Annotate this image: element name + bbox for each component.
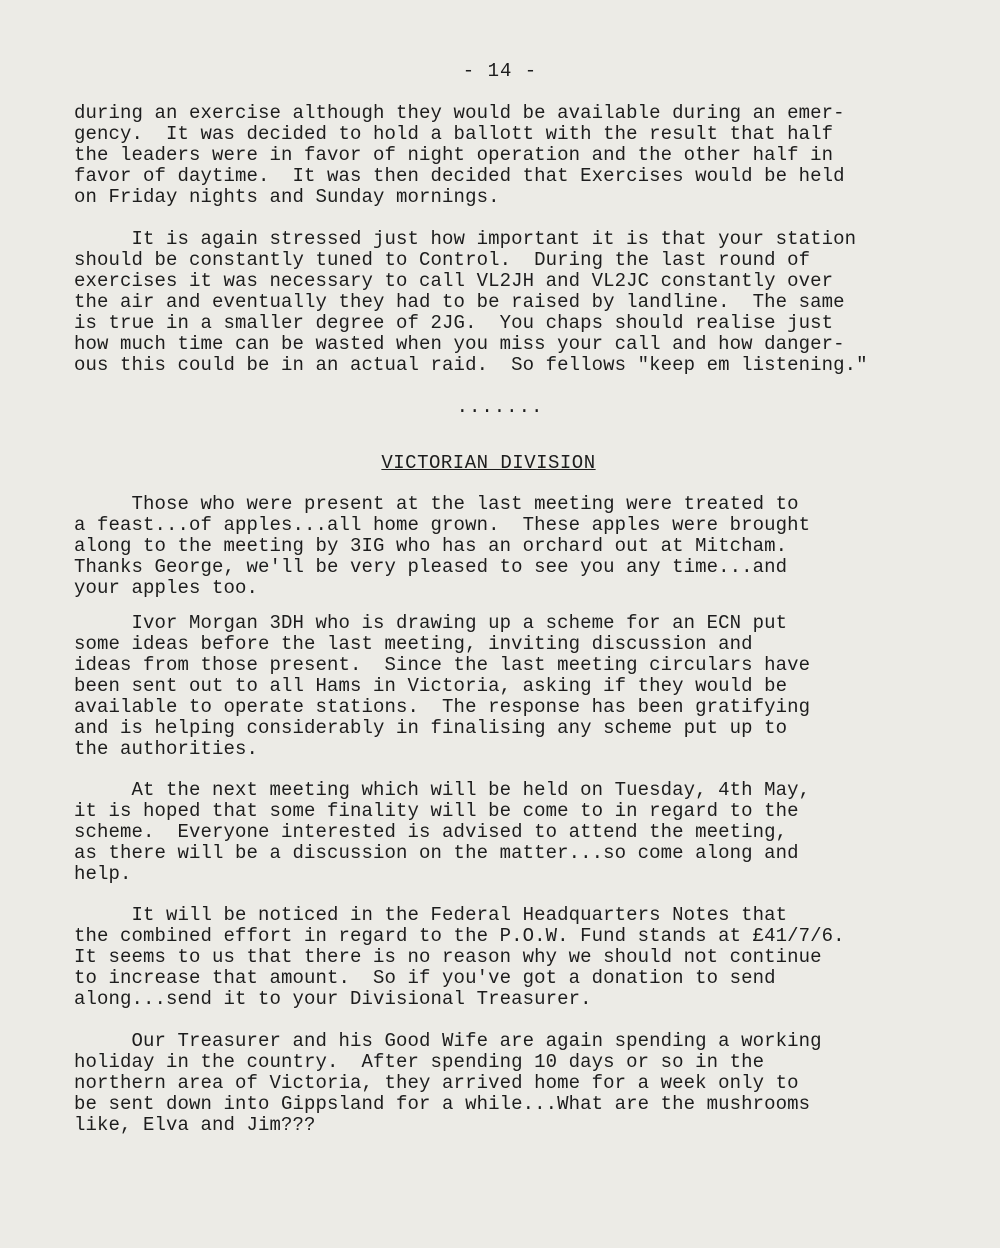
- text-line: favor of daytime. It was then decided that Exercises would be held: [74, 165, 845, 187]
- text-line: Ivor Morgan 3DH who is drawing up a scheme for an ECN put: [74, 612, 788, 634]
- section-heading: VICTORIAN DIVISION: [381, 452, 596, 474]
- text-line: available to operate stations. The response has been gratifying: [74, 696, 811, 718]
- text-line: should be constantly tuned to Control. During the last round of: [74, 249, 811, 271]
- text-line: Our Treasurer and his Good Wife are again spending a working: [74, 1030, 822, 1052]
- text-line: as there will be a discussion on the matter...so come along and: [74, 842, 799, 864]
- text-line: been sent out to all Hams in Victoria, asking if they would be: [74, 675, 788, 697]
- text-line: help.: [74, 863, 132, 885]
- text-line: on Friday nights and Sunday mornings.: [74, 186, 500, 208]
- text-line: Thanks George, we'll be very pleased to see you any time...and: [74, 556, 788, 578]
- text-line: your apples too.: [74, 577, 259, 599]
- text-line: holiday in the country. After spending 10 days or so in the: [74, 1051, 765, 1073]
- text-line: it is hoped that some finality will be come to in regard to the: [74, 800, 799, 822]
- text-line: how much time can be wasted when you miss your call and how danger-: [74, 333, 845, 355]
- text-line: along...send it to your Divisional Treasurer.: [74, 988, 592, 1010]
- text-line: and is helping considerably in finalising any scheme put up to: [74, 717, 788, 739]
- text-line: a feast...of apples...all home grown. These apples were brought: [74, 514, 811, 536]
- text-line: the air and eventually they had to be raised by landline. The same: [74, 291, 845, 313]
- text-line: like, Elva and Jim???: [74, 1114, 316, 1136]
- text-line: gency. It was decided to hold a ballott with the result that half: [74, 123, 834, 145]
- text-line: the authorities.: [74, 738, 259, 760]
- text-line: exercises it was necessary to call VL2JH and VL2JC constantly over: [74, 270, 834, 292]
- text-line: the leaders were in favor of night operation and the other half in: [74, 144, 834, 166]
- text-line: be sent down into Gippsland for a while...What are the mushrooms: [74, 1093, 811, 1115]
- page-number: - 14 -: [462, 60, 538, 82]
- text-line: Those who were present at the last meeting were treated to: [74, 493, 799, 515]
- text-line: ideas from those present. Since the last meeting circulars have: [74, 654, 811, 676]
- text-line: is true in a smaller degree of 2JG. You chaps should realise just: [74, 312, 834, 334]
- text-line: along to the meeting by 3IG who has an orchard out at Mitcham.: [74, 535, 788, 557]
- text-line: scheme. Everyone interested is advised to attend the meeting,: [74, 821, 788, 843]
- section-separator: .......: [456, 396, 544, 418]
- text-line: It will be noticed in the Federal Headquarters Notes that: [74, 904, 788, 926]
- text-line: during an exercise although they would be available during an emer-: [74, 102, 845, 124]
- text-line: It seems to us that there is no reason why we should not continue: [74, 946, 822, 968]
- text-line: ous this could be in an actual raid. So fellows "keep em listening.": [74, 354, 868, 376]
- text-line: It is again stressed just how important it is that your station: [74, 228, 857, 250]
- text-line: to increase that amount. So if you've got a donation to send: [74, 967, 776, 989]
- text-line: At the next meeting which will be held on Tuesday, 4th May,: [74, 779, 811, 801]
- text-line: the combined effort in regard to the P.O.W. Fund stands at £41/7/6.: [74, 925, 845, 947]
- text-line: some ideas before the last meeting, inviting discussion and: [74, 633, 753, 655]
- text-line: northern area of Victoria, they arrived home for a week only to: [74, 1072, 799, 1094]
